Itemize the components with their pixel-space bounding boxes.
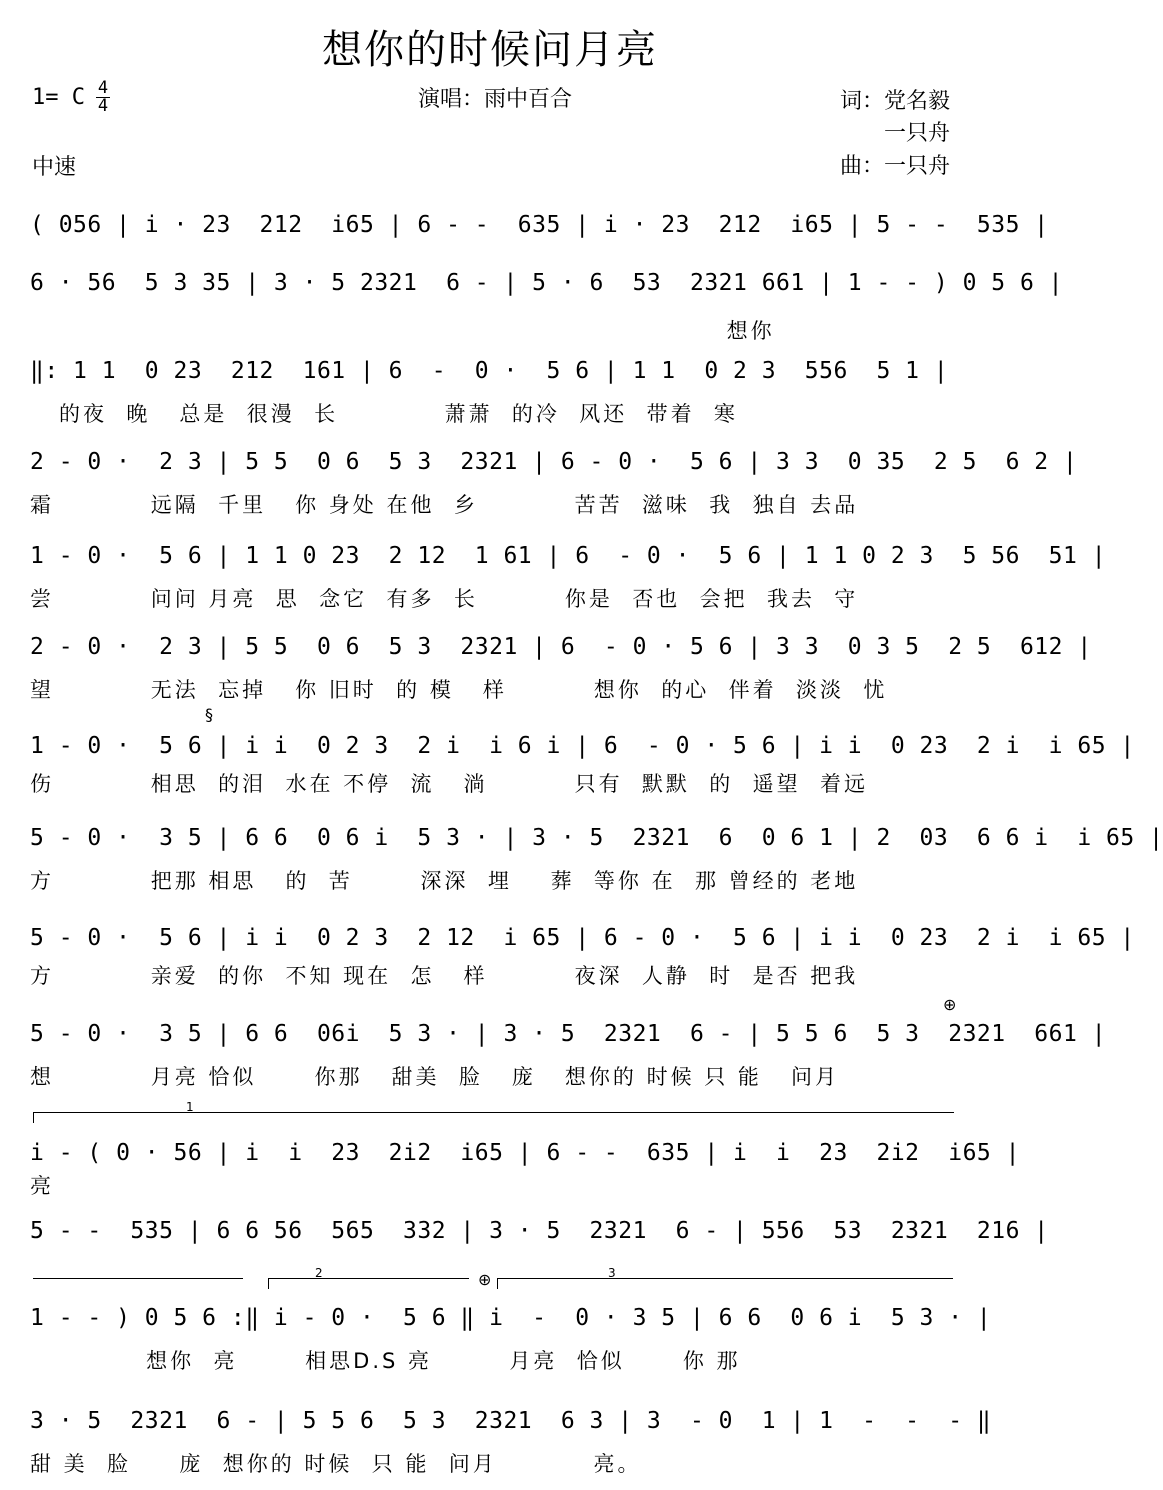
notation-line-14: 3 · 5 2321 6 - | 5 5 6 5 3 2321 6 3 | 3 - 0 1 | 1 - - - ‖ [30,1408,992,1434]
coda-mark-1: ⊕ [943,995,957,1014]
notation-line-3: ‖: 1 1 0 23 212 161 | 6 - 0 · 5 6 | 1 1 0 2 3 556 5 1 | [30,358,949,384]
notation-line-5: 1 - 0 · 5 6 | 1 1 0 23 2 12 1 61 | 6 - 0 · 5 6 | 1 1 0 2 3 5 56 51 | [30,543,1107,569]
notation-line-9: 5 - 0 · 5 6 | i i 0 2 3 2 12 i 65 | 6 - 0 · 5 6 | i i 0 23 2 i i 65 | [30,925,1135,951]
notation-line-2: 6 · 56 5 3 35 | 3 · 5 2321 6 - | 5 · 6 53 2321 661 | 1 - - ) 0 5 6 | [30,270,1063,296]
lyric-line-10: 想 月亮 恰似 你那 甜美 脸 庞 想你的 时候 只 能 问月 [30,1065,839,1089]
coda-mark-2: ⊕ [478,1270,492,1289]
lyric-line-8: 方 把那 相思 的 苦 深深 埋 葬 等你 在 那 曾经的 老地 [30,869,859,893]
tempo-marking: 中速 [32,155,77,180]
key-signature: 1= C [32,85,85,110]
volta-bracket-2 [268,1266,469,1289]
lyric-line-7: 伤 相思 的泪 水在 不停 流 淌 只有 默默 的 遥望 着远 [30,772,868,796]
notation-line-11: i - ( 0 · 56 | i i 23 2i2 i65 | 6 - - 635 | i i 23 2i2 i65 | [30,1140,1020,1166]
notation-line-4: 2 - 0 · 2 3 | 5 5 0 6 5 3 2321 | 6 - 0 · 5 6 | 3 3 0 35 2 5 6 2 | [30,449,1078,475]
volta-label-3: 3 [608,1266,616,1280]
lyric-line-9: 方 亲爱 的你 不知 现在 怎 样 夜深 人静 时 是否 把我 [30,964,859,988]
lyric-line-2: 想你 [30,319,775,343]
lyric-line-14: 甜 美 脸 庞 想你的 时候 只 能 问月 亮。 [30,1452,642,1476]
volta-label-2: 2 [315,1266,323,1280]
lyric-line-4: 霜 远隔 千里 你 身处 在他 乡 苦苦 滋味 我 独自 去品 [30,493,859,517]
notation-line-8: 5 - 0 · 3 5 | 6 6 0 6 i 5 3 · | 3 · 5 2321 6 0 6 1 | 2 03 6 6 i i 65 | [30,825,1163,851]
lyric-line-3: 的夜 晚 总是 很漫 长 萧萧 的冷 风还 带着 寒 [30,402,738,426]
lyric-line-11: 亮 [30,1174,54,1198]
lyric-line-13: 想你 亮 相思D.S 亮 月亮 恰似 你 那 [30,1349,741,1373]
notation-line-10: 5 - 0 · 3 5 | 6 6 06i 5 3 · | 3 · 5 2321 6 - | 5 5 6 5 3 2321 661 | [30,1021,1107,1047]
notation-line-6: 2 - 0 · 2 3 | 5 5 0 6 5 3 2321 | 6 - 0 · 5 6 | 3 3 0 3 5 2 5 612 | [30,634,1092,660]
volta-bracket-3 [497,1266,953,1289]
notation-line-7: 1 - 0 · 5 6 | i i 0 2 3 2 i i 6 i | 6 - 0 · 5 6 | i i 0 23 2 i i 65 | [30,733,1135,759]
lyricist-credit: 词：党名毅 [839,89,950,114]
time-top: 4 [97,78,109,98]
lyric-line-6: 望 无法 忘掉 你 旧时 的 模 样 想你 的心 伴着 淡淡 忧 [30,678,888,702]
time-bottom: 4 [97,96,109,116]
composer-credit: 曲：一只舟 [839,154,950,179]
notation-line-13: 1 - - ) 0 5 6 :‖ i - 0 · 5 6 ‖ i - 0 · 3 5 | 6 6 0 6 i 5 3 · | [30,1305,992,1331]
volta-label-1: 1 [186,1100,194,1114]
singer-credit: 演唱：雨中百合 [418,87,573,112]
segno-mark: § [205,705,213,724]
time-signature [96,80,110,115]
notation-line-1: ( 056 | i · 23 212 i65 | 6 - - 635 | i · 23 212 i65 | 5 - - 535 | [30,212,1049,238]
notation-line-12: 5 - - 535 | 6 6 56 565 332 | 3 · 5 2321 6 - | 556 53 2321 216 | [30,1218,1049,1244]
volta-bracket-1-end [33,1278,243,1289]
song-title: 想你的时候问月亮 [322,27,658,73]
lyric-line-5: 尝 问问 月亮 思 念它 有多 长 你是 否也 会把 我去 守 [30,587,859,611]
volta-bracket-1 [33,1100,954,1123]
lyricist-credit-2: 一只舟 [883,121,950,146]
